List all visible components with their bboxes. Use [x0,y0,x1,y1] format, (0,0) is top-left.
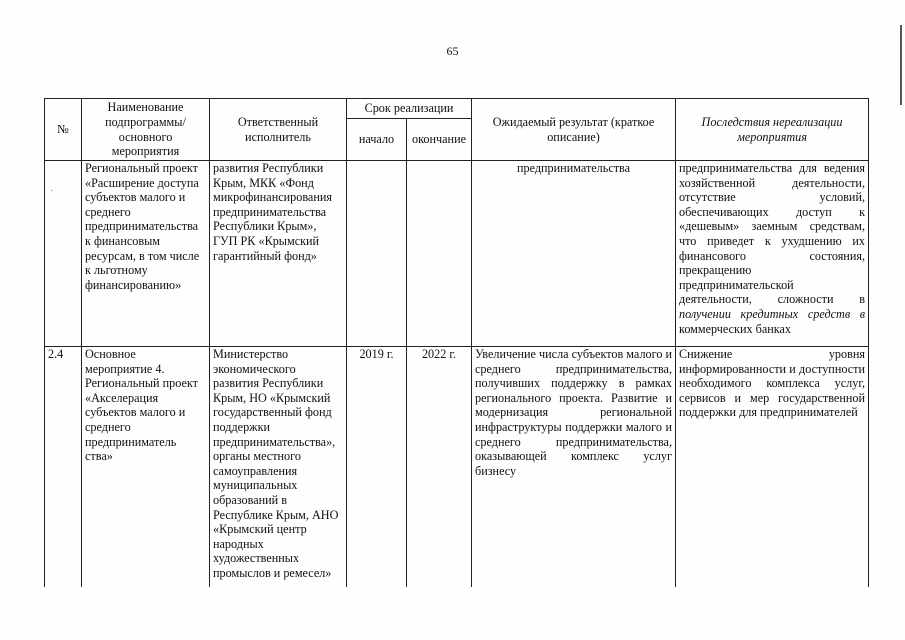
header-number: № [45,99,82,161]
name-line: «Акселерация [85,390,159,405]
header-result: Ожидаемый результат (краткое описание) [472,99,676,161]
header-consequences: Последствия нереализации мероприятия [676,99,869,161]
name-line: мероприятие 4. [85,361,165,376]
row-start-cell [347,161,407,347]
row-executor-cell: Министерство экономического развития Республики Крым, НО «Крымский государственный фонд поддержки предпринимательства», органы местного самоуправления муниципальных образований в Республике Крым, АНО «Крымский центр народных художественных промыслов и ремесел» [210,347,347,588]
row-number-cell [45,161,82,347]
row-consequences-cell: Снижение уровня информированности и доступности необходимого комплекса услуг, сервисов и мер государственной поддержки для предпринимателей [676,347,869,588]
name-line: среднего [85,419,131,434]
row-result-cell: Увеличение числа субъектов малого и среднего предпринимательства, получивших поддержку в рамках регионального проекта. Развитие и модернизация региональной инфраструктуры поддержки малого и среднего предпринимательства, оказывающей комплекс услуг бизнесу [472,347,676,588]
row-result-cell: предпринимательства [472,161,676,347]
consequences-tail-text: коммерческих банках [679,321,792,336]
name-line: ства» [85,449,113,464]
scan-margin-mark [900,25,902,105]
header-start: начало [347,119,407,161]
page-number: 65 [446,44,459,58]
header-end: окончание [407,119,472,161]
name-line: предприниматель [85,434,177,449]
row-end-cell: 2022 г. [407,347,472,588]
row-name-cell [82,347,210,588]
header-period: Срок реализации [347,99,472,119]
name-line: Основное [85,347,136,361]
name-line: субъектов малого и [85,405,186,420]
header-name: Наименование подпрограммы/ основного мероприятия [82,99,210,161]
consequences-italic-text: получении кредитных средств в [679,306,866,321]
row-start-cell: 2019 г. [347,347,407,588]
header-executor: Ответственный исполнитель [210,99,347,161]
table-row [45,161,869,347]
scan-artifact-dot: · [50,186,54,197]
consequences-text: предпринимательства для ведения хозяйственной деятельности, отсутствие условий, обеспечивающих доступ к «дешевым» заемным средствам, что приведет к ухудшению их финансового состояния, прекращению предпринимательской деятельности, сложности в [679,161,866,307]
row-consequences-cell [676,161,869,347]
row-end-cell [407,161,472,347]
row-executor-cell: развития Республики Крым, МКК «Фонд микрофинансирования предпринимательства Республики Крым», ГУП РК «Крымский гарантийный фонд» [210,161,347,347]
name-line: Региональный проект [85,376,198,391]
row-number-cell: 2.4 [45,347,82,588]
program-table [44,98,869,587]
row-name-cell: Региональный проект «Расширение доступа субъектов малого и среднего предпринимательства к финансовым ресурсам, в том числе к льготному финансированию» [82,161,210,347]
table-row [45,347,869,588]
